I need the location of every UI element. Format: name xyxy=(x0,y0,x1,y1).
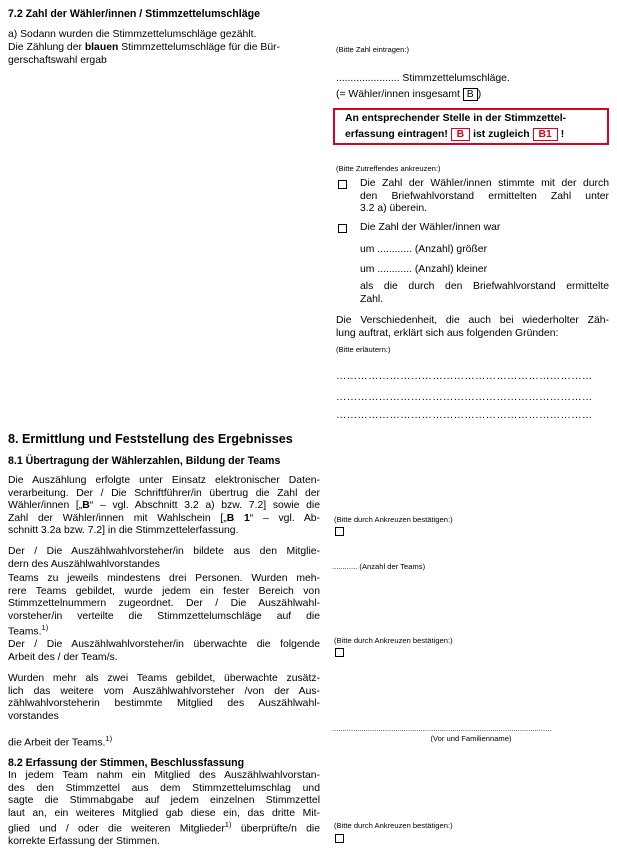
para-vote-capture: In jedem Team nahm ein Mitglied des Auszählwahlvorstan- des den Stimmzettel aus dem Stimmzettelumschlag und sagte die Stimmabgabe auf jedem einzelnen Stimmzettel laut an, ein weiteres Mitglied gab diese ein, das dritte Mit- glied und / oder die weiteren Mitglieder$^{1)}$ überprüfte/n die korrekte Erfassung der Stimmen. xyxy=(8,770,320,848)
checkbox-voters-differ[interactable] xyxy=(338,224,347,233)
section-8-heading: 8. Ermittlung und Feststellung des Ergebnisses xyxy=(8,432,293,446)
para-additional-supervision: Wurden mehr als zwei Teams gebildet, überwachte zusätz- lich das weitere vom Auszählwahlvorsteher /von der Aus- zählwahlvorsteherin bestimmte Mitglied des Auszählwahl- vorstandes xyxy=(8,673,320,722)
checkbox-confirm-supervision[interactable] xyxy=(335,648,344,657)
section-8-2-heading: 8.2 Erfassung der Stimmen, Beschlussfassung xyxy=(8,757,245,769)
name-label: (Vor und Familienname) xyxy=(430,734,512,743)
para-a-line2: Die Zählung der blauen Stimmzettelumschläge für die Bür- xyxy=(8,42,281,53)
para-a-line3: gerschaftswahl ergab xyxy=(8,55,107,66)
footnote-1-ref-2: 1) xyxy=(105,734,113,743)
hint-tick: (Bitte Zutreffendes ankreuzen:) xyxy=(336,164,441,173)
checkbox-confirm-capture[interactable] xyxy=(335,834,344,843)
red-notice-line2: erfassung eintragen! B ist zugleich B1 ! xyxy=(345,129,565,140)
difference-explanation: Die Verschiedenheit, die auch bei wiederholter Zäh- lung auftrat, erklärt sich aus folgenden Gründen: xyxy=(336,315,609,339)
option-differ-less[interactable]: um ............ (Anzahl) kleiner xyxy=(360,264,488,275)
section-8-1-heading: 8.1 Übertragung der Wählerzahlen, Bildung der Teams xyxy=(8,455,281,467)
hint-confirm-3: (Bitte durch Ankreuzen bestätigen:) xyxy=(334,821,453,830)
total-voters-line: (= Wähler/innen insgesamt B ) xyxy=(336,89,482,100)
option-differ-text: Die Zahl der Wähler/innen war xyxy=(360,222,501,233)
option-differ-than: als die durch den Briefwahlvorstand ermittelte Zahl. xyxy=(360,281,609,305)
red-box-b: B xyxy=(451,128,471,141)
red-box-b1: B1 xyxy=(533,128,558,141)
section-7-2-heading: 7.2 Zahl der Wähler/innen / Stimmzettelumschläge xyxy=(8,8,260,20)
para-teams-assignment: Teams zu jeweils mindestens drei Personen. Wurden meh- rere Teams gebildet, wurde jedem ein fester Bereich von Stimmzettelnummern zugeordnet. Der / Die Auszählwahl- vorsteher/in verteilte die Stimmzettelumschläge auf die Teams.$^{1)}$ Der / Die Auszählwahlvorsteher/in überwachte die folgende Arbeit des / der Team/s. xyxy=(8,573,320,664)
footnote-1-ref-3: 1) xyxy=(224,820,232,830)
name-input-line[interactable]: ........................................................................................................ xyxy=(332,724,552,733)
count-line[interactable]: ...................... Stimmzettelumschläge. xyxy=(336,73,510,84)
red-notice-line1: An entsprechender Stelle in der Stimmzettel- xyxy=(345,113,567,124)
hint-confirm-2: (Bitte durch Ankreuzen bestätigen:) xyxy=(334,636,453,645)
para-teams-work: die Arbeit der Teams.$^{1)}$ xyxy=(8,734,113,749)
checkbox-voters-match[interactable] xyxy=(338,180,347,189)
para-data-transfer: Die Auszählung erfolgte unter Einsatz elektronischer Daten- verarbeitung. Der / Die Schriftführer/in übertrug die Zahl der Wähler/innen [„B“ – vgl. Abschnitt 3.2 a) bzw. 7.2] sowie die Zahl der Wähler/innen mit Wahlschein [„B 1“ – vgl. Ab- schnitt 3.2a bzw. 7.2] in die Stimmzettelerfassung. xyxy=(8,475,320,537)
option-differ-more[interactable]: um ............ (Anzahl) größer xyxy=(360,244,488,255)
reason-line-1[interactable]: ……………………………………………………………… xyxy=(336,371,593,382)
option-match-text: Die Zahl der Wähler/innen stimmte mit der durch den Briefwahlvorstand ermittelten Zahl unter 3.2 a) überein. xyxy=(360,178,609,215)
checkbox-confirm-transfer[interactable] xyxy=(335,527,344,536)
reason-line-3[interactable]: ……………………………………………………………… xyxy=(336,410,593,421)
footnote-1-ref: 1) xyxy=(41,623,49,633)
para-teams-formed: Der / Die Auszählwahlvorsteher/in bildete aus den Mitglie- dern des Auszählwahlvorstandes xyxy=(8,546,320,570)
reason-line-2[interactable]: ……………………………………………………………… xyxy=(336,392,593,403)
para-a-line1: a) Sodann wurden die Stimmzettelumschläge gezählt. xyxy=(8,29,257,40)
hint-explain: (Bitte erläutern:) xyxy=(336,345,391,354)
red-notice-box xyxy=(333,108,609,145)
box-b: B xyxy=(463,88,478,101)
hint-confirm-1: (Bitte durch Ankreuzen bestätigen:) xyxy=(334,515,453,524)
hint-enter-number: (Bitte Zahl eintragen:) xyxy=(336,45,410,54)
teams-count-field[interactable]: ............ (Anzahl der Teams) xyxy=(332,562,426,571)
